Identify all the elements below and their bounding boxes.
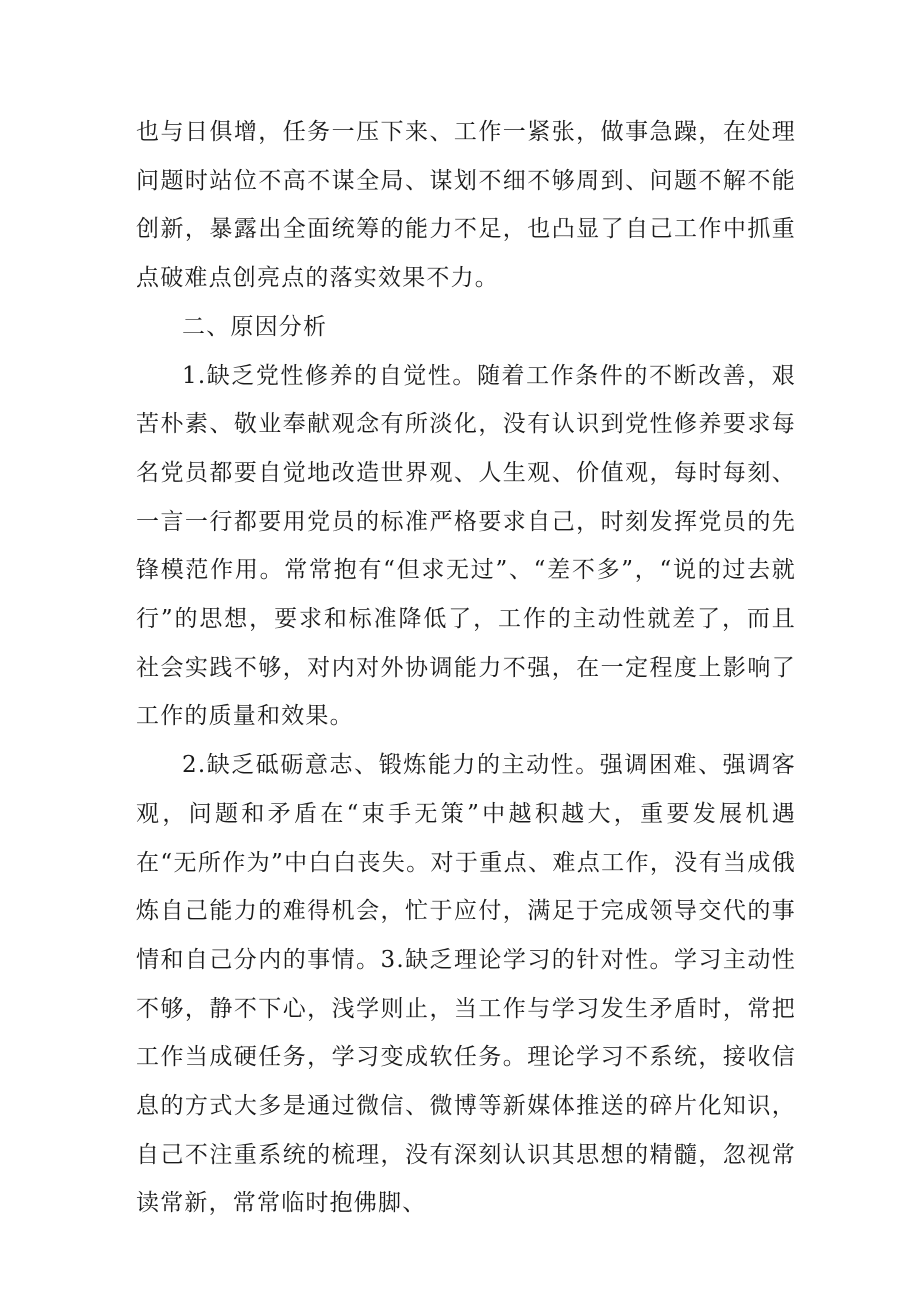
paragraph-continuation: 也与日俱增，任务一压下来、工作一紧张，做事急躁，在处理问题时站位不高不谋全局、谋划不细不够周到、问题不解不能创新，暴露出全面统筹的能力不足，也凸显了自己工作中抓重点破难点创亮点的落实效果不力。 <box>136 119 796 292</box>
paragraph-point-1: 1.缺乏党性修养的自觉性。随着工作条件的不断改善，艰苦朴素、敬业奉献观念有所淡化，没有认识到党性修养要求每名党员都要自觉地改造世界观、人生观、价值观，每时每刻、一言一行都要用党员的标准严格要求自己，时刻发挥党员的先锋模范作用。常常抱有“但求无过”、“差不多”，“说的过去就行”的思想，要求和标准降低了，工作的主动性就差了，而且社会实践不够，对内对外协调能力不强，在一定程度上影响了工作的质量和效果。 <box>136 362 796 730</box>
section-heading-cause-analysis: 二、原因分析 <box>182 313 328 340</box>
paragraph-point-2-3: 2.缺乏砥砺意志、锻炼能力的主动性。强调困难、强调客观，问题和矛盾在“束手无策”中越积越大，重要发展机遇在“无所作为”中白白丧失。对于重点、难点工作，没有当成俄炼自己能力的难得机会，忙于应付，满足于完成领导交代的事情和自己分内的事情。3.缺乏理论学习的针对性。学习主动性不够，静不下心，浅学则止，当工作与学习发生矛盾时，常把工作当成硬任务，学习变成软任务。理论学习不系统，接收信息的方式大多是通过微信、微博等新媒体推送的碎片化知识，自己不注重系统的梳理，没有深刻认识其思想的精髓，忽视常读常新，常常临时抱佛脚、 <box>136 752 796 1217</box>
document-body <box>136 108 796 1228</box>
